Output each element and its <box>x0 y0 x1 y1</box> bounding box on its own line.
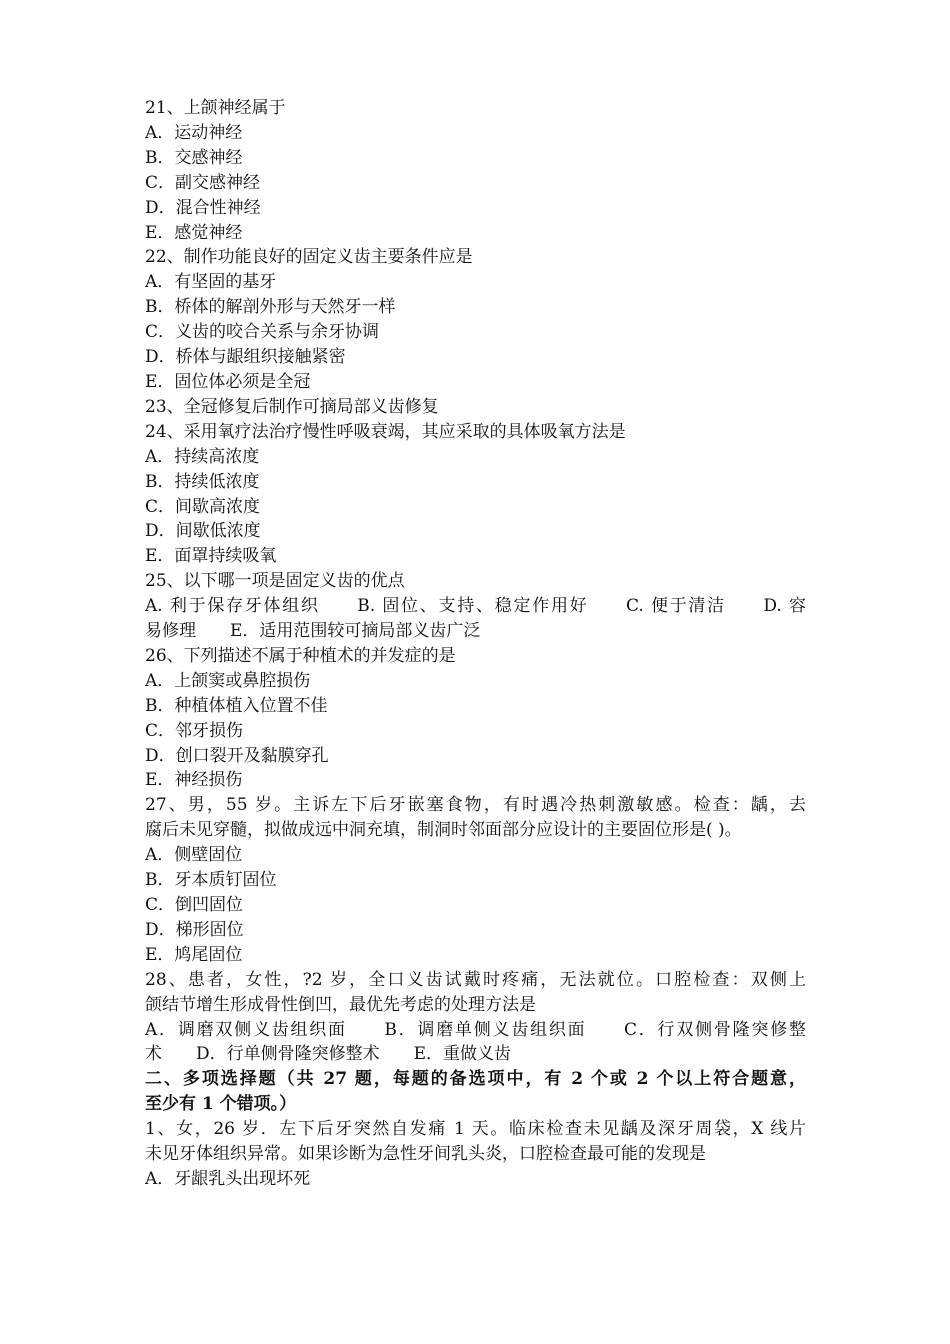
option-e: E．神经损伤 <box>145 770 243 791</box>
option-d: D．间歇低浓度 <box>145 521 261 542</box>
option-c: C．倒凹固位 <box>145 895 244 915</box>
question-24-stem: 24、采用氧疗法治疗慢性呼吸衰竭，其应采取的具体吸氧方法是 <box>145 421 626 442</box>
question-28-options-line-1: A．调磨双侧义齿组织面 B．调磨单侧义齿组织面 C．行双侧骨隆突修整 <box>145 1019 806 1040</box>
option-b: B．种植体植入位置不佳 <box>145 695 328 716</box>
multi-question-1-stem-line-1: 1、女，26 岁．左下后牙突然自发痛 1 天。临床检查未见龋及深牙周袋，X 线片 <box>145 1119 806 1140</box>
option-c: C．义齿的咬合关系与余牙协调 <box>145 322 380 343</box>
option-b: B．交感神经 <box>145 147 243 168</box>
option-d: D．混合性神经 <box>145 197 261 218</box>
question-22-stem: 22、制作功能良好的固定义齿主要条件应是 <box>145 247 473 268</box>
question-26-stem: 26、下列描述不属于种植术的并发症的是 <box>145 645 456 666</box>
option-a: A．侧壁固位 <box>145 845 243 866</box>
option-c: C．副交感神经 <box>145 172 261 193</box>
question-27-stem-line-2: 腐后未见穿髓，拟做成远中洞充填，制洞时邻面部分应设计的主要固位形是( )。 <box>145 820 742 841</box>
option-e: E．固位体必须是全冠 <box>145 371 311 392</box>
option-a: A．有坚固的基牙 <box>145 272 277 293</box>
question-23-stem: 23、全冠修复后制作可摘局部义齿修复 <box>145 396 439 417</box>
option-d: D．桥体与龈组织接触紧密 <box>145 347 346 368</box>
section-heading-line-1: 二、多项选择题（共 27 题，每题的备选项中，有 2 个或 2 个以上符合题意， <box>145 1069 806 1090</box>
option-b: B．桥体的解剖外形与天然牙一样 <box>145 297 396 318</box>
section-heading-line-2: 至少有 1 个错项。） <box>145 1094 297 1115</box>
option-c: C．间歇高浓度 <box>145 496 261 517</box>
option-a: A．牙龈乳头出现坏死 <box>145 1168 311 1189</box>
option-d: D．创口裂开及黏膜穿孔 <box>145 745 329 766</box>
multi-question-1-stem-line-2: 未见牙体组织异常。如果诊断为急性牙间乳头炎，口腔检查最可能的发现是 <box>145 1144 706 1165</box>
option-b: B．持续低浓度 <box>145 471 260 492</box>
option-e: E．鸠尾固位 <box>145 944 243 965</box>
option-e: E．面罩持续吸氧 <box>145 546 277 567</box>
option-b: B．牙本质钉固位 <box>145 870 277 891</box>
question-21-stem: 21、上颌神经属于 <box>145 98 286 118</box>
option-e: E．感觉神经 <box>145 222 243 243</box>
option-a: A．上颌窦或鼻腔损伤 <box>145 670 311 691</box>
question-28-stem-line-2: 颌结节增生形成骨性倒凹，最优先考虑的处理方法是 <box>145 994 536 1015</box>
option-a: A．持续高浓度 <box>145 446 260 467</box>
option-a: A．运动神经 <box>145 122 243 143</box>
question-28-stem-line-1: 28、患者，女性，?2 岁，全口义齿试戴时疼痛，无法就位。口腔检查：双侧上 <box>145 969 806 990</box>
option-c: C．邻牙损伤 <box>145 720 244 741</box>
question-25-stem: 25、以下哪一项是固定义齿的优点 <box>145 571 405 592</box>
question-25-options-line-2: 易修理 E．适用范围较可摘局部义齿广泛 <box>145 621 481 642</box>
question-27-stem-line-1: 27、男，55 岁。主诉左下后牙嵌塞食物，有时遇冷热刺激敏感。检查：龋，去 <box>145 795 806 816</box>
question-25-options-line-1: A. 利于保存牙体组织 B. 固位、支持、稳定作用好 C. 便于清洁 D. 容 <box>145 596 806 617</box>
option-d: D．梯形固位 <box>145 919 244 940</box>
question-28-options-line-2: 术 D．行单侧骨隆突修整术 E．重做义齿 <box>145 1044 512 1065</box>
